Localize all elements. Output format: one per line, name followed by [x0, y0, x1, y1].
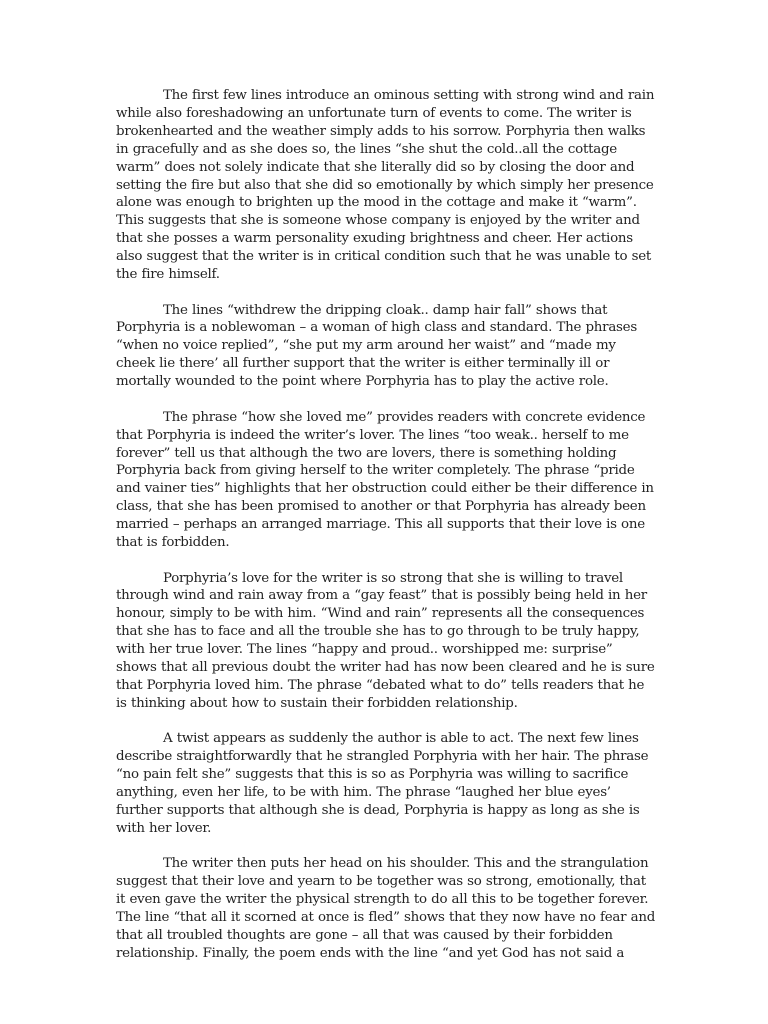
paragraph-6: The writer then puts her head on his shoulder. This and the strangulation suggest that their love and yearn to be together was so strong, emotionally, that it even gave the writer the physical strength to do all this to be together forever. The line “that all it scorned at once is fled” shows that they now have no fear and that all troubled thoughts are gone – all that was caused by their forbidden relationship. Finally, the poem ends with the line “and yet God has not said a — [116, 856, 656, 961]
paragraph-2: The lines “withdrew the dripping cloak.. damp hair fall” shows that Porphyria is a noblewoman – a woman of high class and standard. The phrases “when no voice replied”, “she put my arm around her waist” and “made my cheek lie there’ all further support that the writer is either terminally ill or mortally wounded to the point where Porphyria has to play the active role. — [116, 302, 637, 390]
essay-body — [116, 87, 656, 980]
paragraph-1: The first few lines introduce an ominous setting with strong wind and rain while also foreshadowing an unfortunate turn of events to come. The writer is brokenhearted and the weather simply adds to his sorrow. Porphyria then walks in gracefully and as she does so, the lines “she shut the cold..all the cottage warm” does not solely indicate that she literally did so by closing the door and setting the fire but also that she did so emotionally by which simply her presence alone was enough to brighten up the mood in the cottage and make it “warm”. This suggests that she is someone whose company is enjoyed by the writer and that she posses a warm personality exuding brightness and cheer. Her actions also suggest that the writer is in critical condition such that he was unable to set the fire himself. — [116, 88, 655, 283]
paragraph-4: Porphyria’s love for the writer is so strong that she is willing to travel through wind and rain away from a “gay feast” that is possibly being held in her honour, simply to be with him. “Wind and rain” represents all the consequences that she has to face and all the trouble she has to go through to be truly happy, with her true lover. The lines “happy and proud.. worshipped me: surprise” shows that all previous doubt the writer had has now been cleared and he is sure that Porphyria loved him. The phrase “debated what to do” tells readers that he is thinking about how to sustain their forbidden relationship. — [116, 570, 655, 711]
paragraph-3: The phrase “how she loved me” provides readers with concrete evidence that Porphyria is indeed the writer’s lover. The lines “too weak.. herself to me forever” tell us that although the two are lovers, there is something holding Porphyria back from giving herself to the writer completely. The phrase “pride and vainer ties” highlights that her obstruction could either be their difference in class, that she has been promised to another or that Porphyria has already been married – perhaps an arranged marriage. This all supports that their love is one that is forbidden. — [116, 409, 654, 551]
paragraph-5: A twist appears as suddenly the author is able to act. The next few lines describe straightforwardly that he strangled Porphyria with her hair. The phrase “no pain felt she” suggests that this is so as Porphyria was willing to sacrifice anything, even her life, to be with him. The phrase “laughed her blue eyes’ further supports that although she is dead, Porphyria is happy as long as she is with her lover. — [116, 731, 649, 836]
